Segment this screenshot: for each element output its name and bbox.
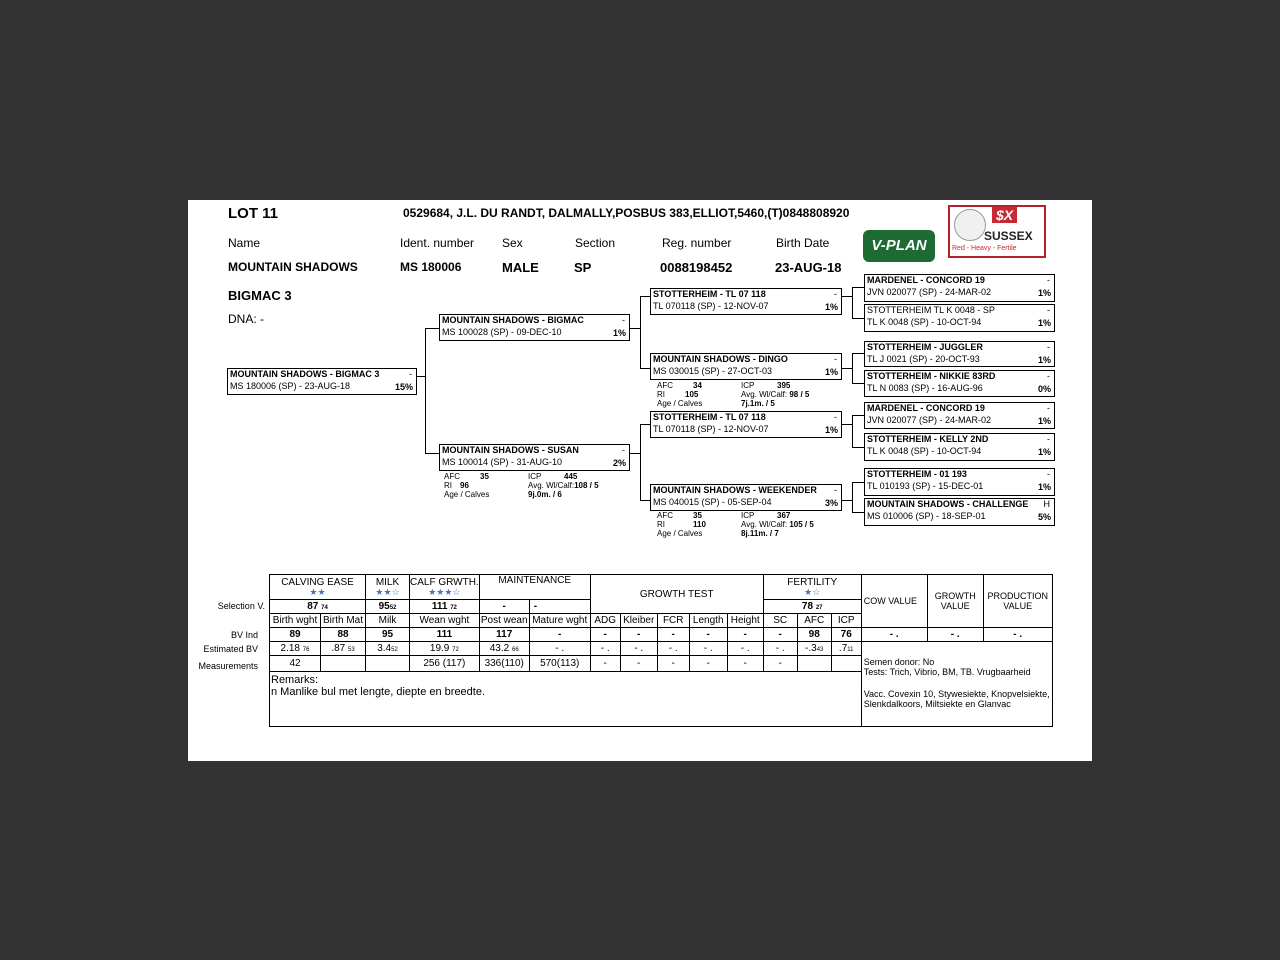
col-header: Milk	[366, 614, 410, 628]
milk-stars-icon: ★★☆	[375, 587, 400, 597]
cow-value-header: COW VALUE	[861, 575, 927, 628]
meas-cell	[797, 656, 831, 672]
group-milk: MILK ★★☆	[366, 575, 410, 600]
col-header: Birth Mat	[321, 614, 366, 628]
bv-cell: -	[727, 628, 763, 642]
ebv-cell: .87 53	[321, 642, 366, 656]
tests: Tests: Trich, Vibrio, BM, TB. Vrugbaarheid	[863, 666, 1031, 677]
bv-cell: 95	[366, 628, 410, 642]
meas-cell: 42	[270, 656, 321, 672]
pedigree-sdd: STOTTERHEIM - NIKKIE 83RD - TL N 0083 (SP) - 16-AUG-96 0%	[864, 370, 1055, 397]
ebv-cell: - .	[689, 642, 727, 656]
meas-cell: -	[689, 656, 727, 672]
sel-calf: 111 72	[410, 600, 480, 614]
sel-calving: 87 74	[270, 600, 366, 614]
col-header: AFC	[797, 614, 831, 628]
pedigree-dsd: STOTTERHEIM - KELLY 2ND - TL K 0048 (SP) - 10-OCT-94 1%	[864, 433, 1055, 461]
bv-cell: 98	[797, 628, 831, 642]
label-reg: Reg. number	[662, 236, 732, 250]
meas-cell: 336(110)	[479, 656, 529, 672]
animal-ident: MS 180006	[400, 260, 462, 274]
vaccinations: Vacc. Covexin 10, Stywesiekte, Knopvelsiekte, Slenkdalkoors, Miltsiekte en Glanvac	[863, 688, 1050, 709]
meas-cell: 256 (117)	[410, 656, 480, 672]
ebv-cell: - .	[763, 642, 797, 656]
growth-value-cell: - .	[927, 628, 983, 642]
meas-cell	[321, 656, 366, 672]
ebv-cell: -.343	[797, 642, 831, 656]
bv-cell: 111	[410, 628, 480, 642]
sussex-logo	[948, 205, 1046, 258]
col-header: Kleiber	[620, 614, 657, 628]
sel-maint-b: -	[529, 600, 590, 614]
fertility-stars-icon: ★☆	[804, 587, 821, 597]
ebv-cell: 19.9 72	[410, 642, 480, 656]
performance-grid	[269, 574, 1053, 727]
pedigree-sire-sire: STOTTERHEIM - TL 07 118 - TL 070118 (SP) - 12-NOV-07 1%	[650, 288, 842, 315]
bv-cell: 88	[321, 628, 366, 642]
col-header: ADG	[590, 614, 620, 628]
animal-birth: 23-AUG-18	[775, 260, 842, 275]
lot-number: LOT 11	[228, 205, 279, 222]
group-calving-ease: CALVING EASE ★★	[270, 575, 366, 600]
pedigree-ddd: MOUNTAIN SHADOWS - CHALLENGE H MS 010006 (SP) - 18-SEP-01 5%	[864, 498, 1055, 526]
col-header: Length	[689, 614, 727, 628]
col-header: Height	[727, 614, 763, 628]
bv-row	[270, 628, 1053, 642]
bv-cell: -	[763, 628, 797, 642]
col-header: FCR	[657, 614, 689, 628]
animal-sex: MALE	[502, 260, 539, 275]
col-header: Wean wght	[410, 614, 480, 628]
calf-stars-icon: ★★★☆	[428, 587, 461, 597]
sussex-mark: $X	[992, 207, 1017, 223]
pedigree-self: MOUNTAIN SHADOWS - BIGMAC 3 - MS 180006 (SP) - 23-AUG-18 15%	[227, 368, 417, 395]
bv-cell: -	[657, 628, 689, 642]
group-maintenance: MAINTENANCE	[479, 575, 590, 600]
meas-cell: -	[763, 656, 797, 672]
label-birth: Birth Date	[776, 236, 830, 250]
remarks-text: n Manlike bul met lengte, diepte en breedte.	[271, 686, 486, 698]
col-header: Post wean	[480, 615, 528, 626]
bv-cell: -	[529, 628, 590, 642]
sel-maint-a: -	[479, 600, 529, 614]
ebv-cell: - .	[620, 642, 657, 656]
group-fertility: FERTILITY ★☆	[763, 575, 861, 600]
group-calf-growth: CALF GRWTH. ★★★☆	[410, 575, 480, 600]
meas-cell: -	[727, 656, 763, 672]
col-header: Birth wght	[270, 614, 321, 628]
notes-cell	[861, 656, 1052, 727]
ebv-cell: - .	[590, 642, 620, 656]
dam-dam-stats: AFC 35 ICP 367 RI 110 Avg. Wl/Calf: 105 / 5 Age / Calves 8j.11m. / 7	[657, 511, 814, 538]
label-name: Name	[228, 236, 261, 250]
sel-milk: 9552	[366, 600, 410, 614]
sussex-word: SUSSEX	[984, 229, 1033, 243]
pedigree-dds: STOTTERHEIM - 01 193 - TL 010193 (SP) - 15-DEC-01 1%	[864, 468, 1055, 496]
ebv-cell: 3.452	[366, 642, 410, 656]
row-label-ebv: Estimated BV	[203, 644, 258, 654]
pedigree-sire-dam: MOUNTAIN SHADOWS - DINGO - MS 030015 (SP) - 27-OCT-03 1%	[650, 353, 842, 380]
col-header: ICP	[831, 614, 861, 628]
dna-label: DNA: -	[228, 312, 264, 326]
pedigree-dam-dam: MOUNTAIN SHADOWS - WEEKENDER - MS 040015 (SP) - 05-SEP-04 3%	[650, 484, 842, 511]
col-header: SC	[763, 614, 797, 628]
calving-stars-icon: ★★	[309, 587, 326, 597]
ebv-cell: .711	[831, 642, 861, 656]
col-header: Mature wght	[529, 614, 590, 628]
bv-cell: 76	[831, 628, 861, 642]
bv-cell: 89	[270, 628, 321, 642]
row-label-selection: Selection V.	[217, 601, 265, 611]
owner-details: 0529684, J.L. DU RANDT, DALMALLY,POSBUS 383,ELLIOT,5460,(T)0848808920	[403, 206, 850, 220]
remarks-label: Remarks:	[271, 674, 319, 686]
bv-cell: -	[620, 628, 657, 642]
pedigree-sds: STOTTERHEIM - JUGGLER - TL J 0021 (SP) - 20-OCT-93 1%	[864, 341, 1055, 367]
meas-cell: -	[620, 656, 657, 672]
bv-cell: -	[689, 628, 727, 642]
meas-cell	[366, 656, 410, 672]
pedigree-sss: MARDENEL - CONCORD 19 - JVN 020077 (SP) - 24-MAR-02 1%	[864, 274, 1055, 302]
animal-name: MOUNTAIN SHADOWS	[228, 260, 358, 274]
animal-reg: 0088198452	[660, 260, 733, 275]
ebv-cell: - .	[727, 642, 763, 656]
vplan-logo: V-PLAN	[863, 230, 935, 262]
cow-head-icon	[954, 209, 986, 241]
label-ident: Ident. number	[400, 236, 475, 250]
dam-stats: AFC 35 ICP 445 RI 96 Avg. Wl/Calf:108 / 5 Age / Calves 9j.0m. / 6	[444, 472, 599, 499]
pedigree-dam-sire: STOTTERHEIM - TL 07 118 - TL 070118 (SP) - 12-NOV-07 1%	[650, 411, 842, 438]
production-value-header: PRODUCTION VALUE	[983, 575, 1052, 628]
row-label-measurements: Measurements	[198, 661, 258, 671]
ebv-row	[270, 642, 1053, 656]
growth-value-header: GROWTH VALUE	[927, 575, 983, 628]
meas-cell: -	[590, 656, 620, 672]
meas-cell: 570(113)	[529, 656, 590, 672]
pedigree-ssd: STOTTERHEIM TL K 0048 - SP - TL K 0048 (SP) - 10-OCT-94 1%	[864, 304, 1055, 332]
production-value-cell: - .	[983, 628, 1052, 642]
measurements-row	[270, 656, 1053, 672]
meas-cell: -	[657, 656, 689, 672]
semen-donor: Semen donor: No	[863, 656, 935, 667]
ebv-cell: - .	[657, 642, 689, 656]
bv-cell: 117	[479, 628, 529, 642]
ebv-cell: 43.2 66	[479, 642, 529, 656]
sussex-tagline: Red - Heavy - Fertile	[952, 245, 1017, 252]
ebv-cell: 2.18 76	[270, 642, 321, 656]
label-section: Section	[575, 236, 616, 250]
animal-section: SP	[574, 260, 592, 275]
sel-fertility: 78 27	[763, 600, 861, 614]
pedigree-certificate	[188, 200, 1092, 761]
meas-cell	[831, 656, 861, 672]
row-label-bv: BV Ind	[230, 630, 258, 640]
group-growth-test: GROWTH TEST	[590, 575, 763, 614]
cow-value-cell: - .	[861, 628, 927, 642]
pedigree-dam: MOUNTAIN SHADOWS - SUSAN - MS 100014 (SP) - 31-AUG-10 2%	[439, 444, 630, 471]
bv-cell: -	[590, 628, 620, 642]
remarks-cell	[270, 672, 862, 727]
animal-sub-name: BIGMAC 3	[228, 288, 292, 303]
sire-dam-stats: AFC 34 ICP 395 RI 105 Avg. Wl/Calf: 98 / 5 Age / Calves 7j.1m. / 5	[657, 381, 810, 408]
pedigree-dss: MARDENEL - CONCORD 19 - JVN 020077 (SP) - 24-MAR-02 1%	[864, 402, 1055, 429]
ebv-cell: - .	[529, 642, 590, 656]
label-sex: Sex	[502, 236, 523, 250]
pedigree-sire: MOUNTAIN SHADOWS - BIGMAC - MS 100028 (SP) - 09-DEC-10 1%	[439, 314, 630, 341]
